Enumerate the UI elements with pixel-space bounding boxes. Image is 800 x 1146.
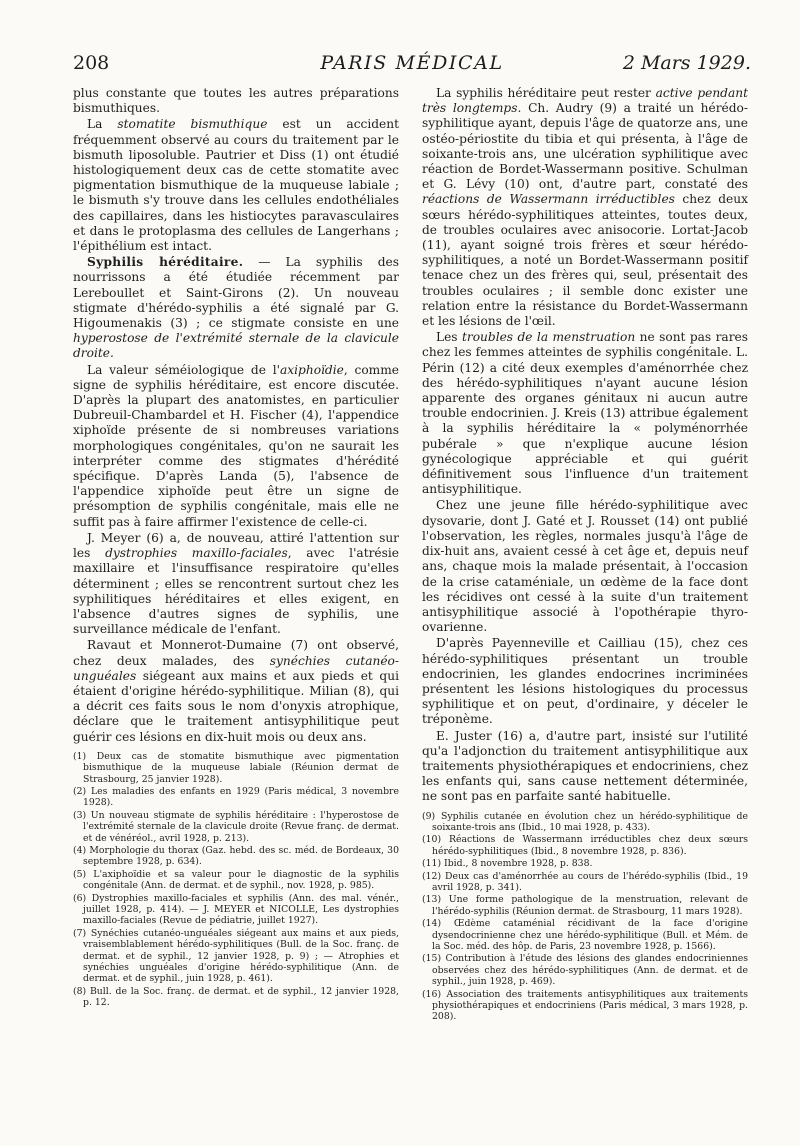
- footnote: (2) Les maladies des enfants en 1929 (Paris médical, 3 novembre 1928).: [73, 785, 399, 809]
- footnote: (16) Association des traitements antisyphilitiques aux traitements physiothérapiques et endocriniens (Paris médical, 3 mars 1928, p. 208).: [422, 988, 748, 1023]
- footnote: (9) Syphilis cutanée en évolution chez un hérédo-syphilitique de soixante-trois ans (Ibid., 10 mai 1928, p. 433).: [422, 810, 748, 833]
- paragraph: Syphilis héréditaire. — La syphilis des nourrissons a été étudiée récemment par Lereboullet et Saint-Girons (2). Un nouveau stigmate d'hérédo-syphilis a été signalé par G. Higoumenakis (3) ; ce stigmate consiste en une hyperostose de l'extrémité sternale de la clavicule droite.: [73, 255, 399, 361]
- footnote: (7) Synéchies cutanéo-unguéales siégeant aux mains et aux pieds, vraisemblablement hérédo-syphilitiques (Bull. de la Soc. franç. de dermat. et de syphil., 12 janvier 1928, p. 9) ; — Atrophies et synéchies unguéales d'origine hérédo-syphilitique (Ann. de dermat. et de syphil., juin 1928, p. 461).: [73, 927, 399, 985]
- footnote: (12) Deux cas d'aménorrhée au cours de l'hérédo-syphilis (Ibid., 19 avril 1928, p. 341).: [422, 870, 748, 893]
- paragraph: La syphilis héréditaire peut rester active pendant très longtemps. Ch. Audry (9) a traité un hérédo-syphilitique ayant, depuis l'âge de quatorze ans, une ostéo-périostite du tibia et qui présenta, à l'âge de soixante-trois ans, une ulcération syphilitique avec réaction de Bordet-Wassermann positive. Schulman et G. Lévy (10) ont, d'autre part, constaté des réactions de Wassermann irréductibles chez deux sœurs hérédo-syphilitiques atteintes, toutes deux, de troubles oculaires avec anisocorie. Lortat-Jacob (11), ayant soigné trois frères et sœur hérédo-syphilitiques, a noté un Bordet-Wassermann positif tenace chez un des frères qui, seul, présentait des troubles oculaires ; il semble donc exister une relation entre la résistance du Bordet-Wassermann et les lésions de l'œil.: [422, 86, 748, 329]
- paragraph: D'après Payenneville et Cailliau (15), chez ces hérédo-syphilitiques présentant un trouble endocrinien, les glandes endocrines incriminées présentent les lésions histologiques du processus syphilitique et on peut, d'ordinaire, y déceler le tréponème.: [422, 636, 748, 727]
- page-header: [73, 50, 751, 84]
- footnote: (6) Dystrophies maxillo-faciales et syphilis (Ann. des mal. vénér., juillet 1928, p. 414). — J. MEYER et NICOLLE, Les dystrophies maxillo-faciales (Revue de pédiatrie, juillet 1927).: [73, 892, 399, 927]
- footnote: (13) Une forme pathologique de la menstruation, relevant de l'hérédo-syphilis (Réunion dermat. de Strasbourg, 11 mars 1928).: [422, 894, 748, 917]
- paragraph: J. Meyer (6) a, de nouveau, attiré l'attention sur les dystrophies maxillo-faciales, avec l'atrésie maxillaire et l'insuffisance respiratoire qu'elles déterminent ; elles se rencontrent surtout chez les syphilitiques héréditaires et elles exigent, en l'absence d'autres signes de syphilis, une surveillance médicale de l'enfant.: [73, 530, 399, 637]
- issue-date: 2 Mars 1929.: [622, 52, 751, 74]
- footnote: (3) Un nouveau stigmate de syphilis héréditaire : l'hyperostose de l'extrémité sternale de la clavicule droite (Revue franç. de dermat. et de vénéréol., avril 1928, p. 213).: [73, 809, 399, 844]
- footnote: (14) Œdème cataménial récidivant de la face d'origine dysendocrinienne chez une hérédo-syphilitique (Bull. et Mém. de la Soc. méd. des hôp. de Paris, 23 novembre 1928, p. 1566).: [422, 918, 748, 953]
- footnote: (1) Deux cas de stomatite bismuthique avec pigmentation bismuthique de la muqueuse labiale (Réunion dermat de Strasbourg, 25 janvier 1928).: [73, 750, 399, 785]
- paragraph: E. Juster (16) a, d'autre part, insisté sur l'utilité qu'a l'adjonction du traitement antisyphilitique aux traitements physiothérapiques et endocriniens, chez les enfants qui, sans cause nettement déterminée, ne sont pas en parfaite santé habituelle.: [422, 728, 748, 804]
- footnotes-left: [73, 751, 399, 1009]
- footnote: (4) Morphologie du thorax (Gaz. hebd. des sc. méd. de Bordeaux, 30 septembre 1928, p. 634).: [73, 844, 399, 868]
- footnote: (5) L'axiphoïdie et sa valeur pour le diagnostic de la syphilis congénitale (Ann. de dermat. et de syphil., nov. 1928, p. 985).: [73, 868, 399, 892]
- footnotes-right: [422, 811, 748, 1023]
- section-heading: Syphilis héréditaire.: [87, 255, 244, 270]
- paragraph: Les troubles de la menstruation ne sont pas rares chez les femmes atteintes de syphilis congénitale. L. Périn (12) a cité deux exemples d'aménorrhée chez des hérédo-syphilitiques n'ayant aucune lésion apparente des organes génitaux ni aucun autre trouble endocrinien. J. Kreis (13) attribue également à la syphilis héréditaire la « polyménorrhée pubérale » que n'explique aucune lésion gynécologique appréciable et qui guérit définitivement sous l'influence d'un traitement antisyphilitique.: [422, 330, 748, 497]
- paragraph: Chez une jeune fille hérédo-syphilitique avec dysovarie, dont J. Gaté et J. Rousset (14) ont publié l'observation, les règles, normales jusqu'à l'âge de dix-huit ans, avaient cessé à cet âge et, depuis neuf ans, chaque mois la malade présentait, à l'occasion de la crise cataméniale, un œdème de la face dont les récidives ont cessé à la suite d'un traitement antisyphilitique associé à l'opothérapie thyro-ovarienne.: [422, 498, 748, 635]
- right-column: [422, 86, 748, 1024]
- paragraph: La valeur séméiologique de l'axiphoïdie, comme signe de syphilis héréditaire, est encore discutée. D'après la plupart des anatomistes, en particulier Dubreuil-Chambardel et H. Fischer (4), l'appendice xiphoïde présente de si nombreuses variations morphologiques congénitales, qu'on ne saurait les interpréter comme des stigmates d'hérédité spécifique. D'après Landa (5), l'absence de l'appendice xiphoïde peut être un signe de présomption de syphilis congénitale, mais elle ne suffit pas à faire affirmer l'existence de celle-ci.: [73, 362, 399, 529]
- paragraph: Ravaut et Monnerot-Dumaine (7) ont observé, chez deux malades, des synéchies cutanéo-unguéales siégeant aux mains et aux pieds et qui étaient d'origine hérédo-syphilitique. Milian (8), qui a décrit ces faits sous le nom d'onyxis atrophique, déclare que le traitement antisyphilitique peut guérir ces lésions en dix-huit mois ou deux ans.: [73, 638, 399, 744]
- journal-title: PARIS MÉDICAL: [320, 52, 504, 74]
- footnote: (10) Réactions de Wassermann irréductibles chez deux sœurs hérédo-syphilitiques (Ibid., 8 novembre 1928, p. 836).: [422, 834, 748, 857]
- footnote: (11) Ibid., 8 novembre 1928, p. 838.: [422, 858, 593, 870]
- footnote: (8) Bull. de la Soc. franç. de dermat. et de syphil., 12 janvier 1928, p. 12.: [73, 985, 399, 1009]
- left-column: [73, 86, 399, 1010]
- paragraph: plus constante que toutes les autres préparations bismuthiques.: [73, 86, 399, 116]
- footnote: (15) Contribution à l'étude des lésions des glandes endocriniennes observées chez des hérédo-syphilitiques (Ann. de dermat. et de syphil., juin 1928, p. 469).: [422, 953, 748, 988]
- paragraph: La stomatite bismuthique est un accident fréquemment observé au cours du traitement par le bismuth liposoluble. Pautrier et Diss (1) ont étudié histologiquement deux cas de cette stomatite avec pigmentation bismuthique de la muqueuse labiale ; le bismuth s'y trouve dans les cellules endothéliales des capillaires, dans les histiocytes paravasculaires et dans le protoplasma des cellules de Langerhans ; l'épithélium est intact.: [73, 117, 400, 254]
- page-number: 208: [73, 52, 110, 74]
